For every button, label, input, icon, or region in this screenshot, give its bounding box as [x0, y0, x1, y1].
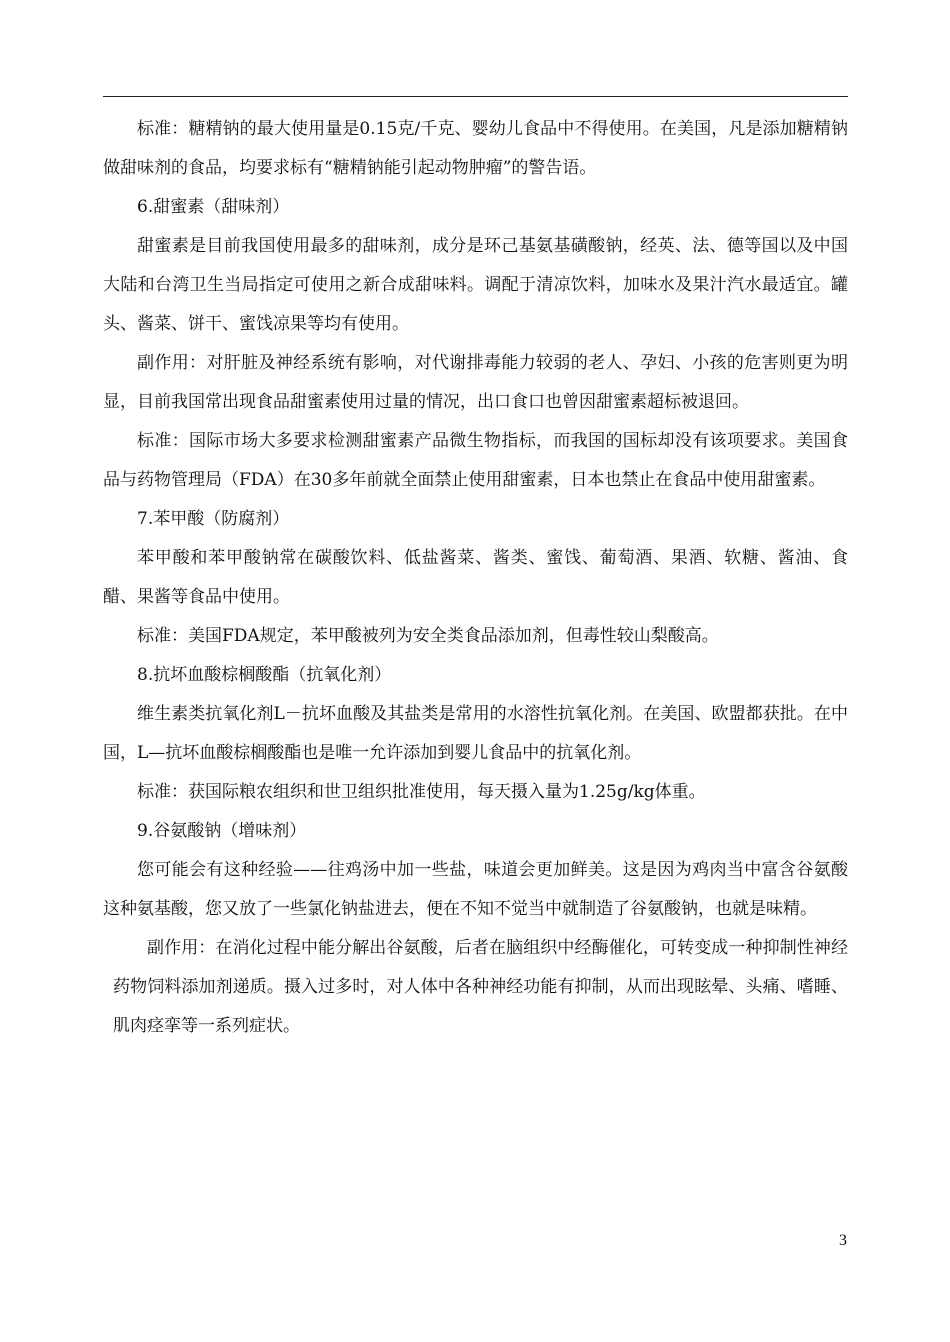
section-heading: 9.谷氨酸钠（增味剂）	[137, 821, 307, 841]
paragraph: 副作用：对肝脏及神经系统有影响，对代谢排毒能力较弱的老人、孕妇、小孩的危害则更为明显，目前我国常出现食品甜蜜素使用过量的情况，出口食口也曾因甜蜜素超标被退回。	[103, 353, 848, 412]
paragraph: 甜蜜素是目前我国使用最多的甜味剂，成分是环己基氨基磺酸钠，经英、法、德等国以及中国大陆和台湾卫生当局指定可使用之新合成甜味料。调配于清凉饮料，加味水及果汁汽水最适宜。罐头、酱菜、饼干、蜜饯凉果等均有使用。	[103, 236, 848, 334]
document-body	[103, 110, 848, 1046]
paragraph: 苯甲酸和苯甲酸钠常在碳酸饮料、低盐酱菜、酱类、蜜饯、葡萄酒、果酒、软糖、酱油、食醋、果酱等食品中使用。	[103, 548, 848, 607]
paragraph: 维生素类抗氧化剂L－抗坏血酸及其盐类是常用的水溶性抗氧化剂。在美国、欧盟都获批。在中国，L—抗坏血酸棕榈酸酯也是唯一允许添加到婴儿食品中的抗氧化剂。	[103, 704, 848, 763]
paragraph: 您可能会有这种经验——往鸡汤中加一些盐，味道会更加鲜美。这是因为鸡肉当中富含谷氨酸这种氨基酸，您又放了一些氯化钠盐进去，便在不知不觉当中就制造了谷氨酸钠，也就是味精。	[103, 860, 848, 919]
paragraph: 标准：美国FDA规定，苯甲酸被列为安全类食品添加剂，但毒性较山梨酸高。	[137, 626, 719, 646]
paragraph: 标准：国际市场大多要求检测甜蜜素产品微生物指标，而我国的国标却没有该项要求。美国食品与药物管理局（FDA）在30多年前就全面禁止使用甜蜜素，日本也禁止在食品中使用甜蜜素。	[103, 431, 848, 490]
section-heading: 7.苯甲酸（防腐剂）	[137, 509, 290, 529]
section-heading: 8.抗坏血酸棕榈酸酯（抗氧化剂）	[137, 665, 392, 685]
paragraph: 标准：糖精钠的最大使用量是0.15克/千克、婴幼儿食品中不得使用。在美国，凡是添加糖精钠做甜味剂的食品，均要求标有“糖精钠能引起动物肿瘤”的警告语。	[103, 119, 848, 178]
section-heading: 6.甜蜜素（甜味剂）	[137, 197, 290, 217]
paragraph: 标准：获国际粮农组织和世卫组织批准使用，每天摄入量为1.25g/kg体重。	[137, 782, 706, 802]
paragraph: 副作用：在消化过程中能分解出谷氨酸，后者在脑组织中经酶催化，可转变成一种抑制性神经药物饲料添加剂递质。摄入过多时，对人体中各种神经功能有抑制，从而出现眩晕、头痛、嗜睡、肌肉痉挛等一系列症状。	[113, 938, 848, 1036]
header-rule	[103, 96, 848, 97]
page-number: 3	[839, 1232, 847, 1249]
